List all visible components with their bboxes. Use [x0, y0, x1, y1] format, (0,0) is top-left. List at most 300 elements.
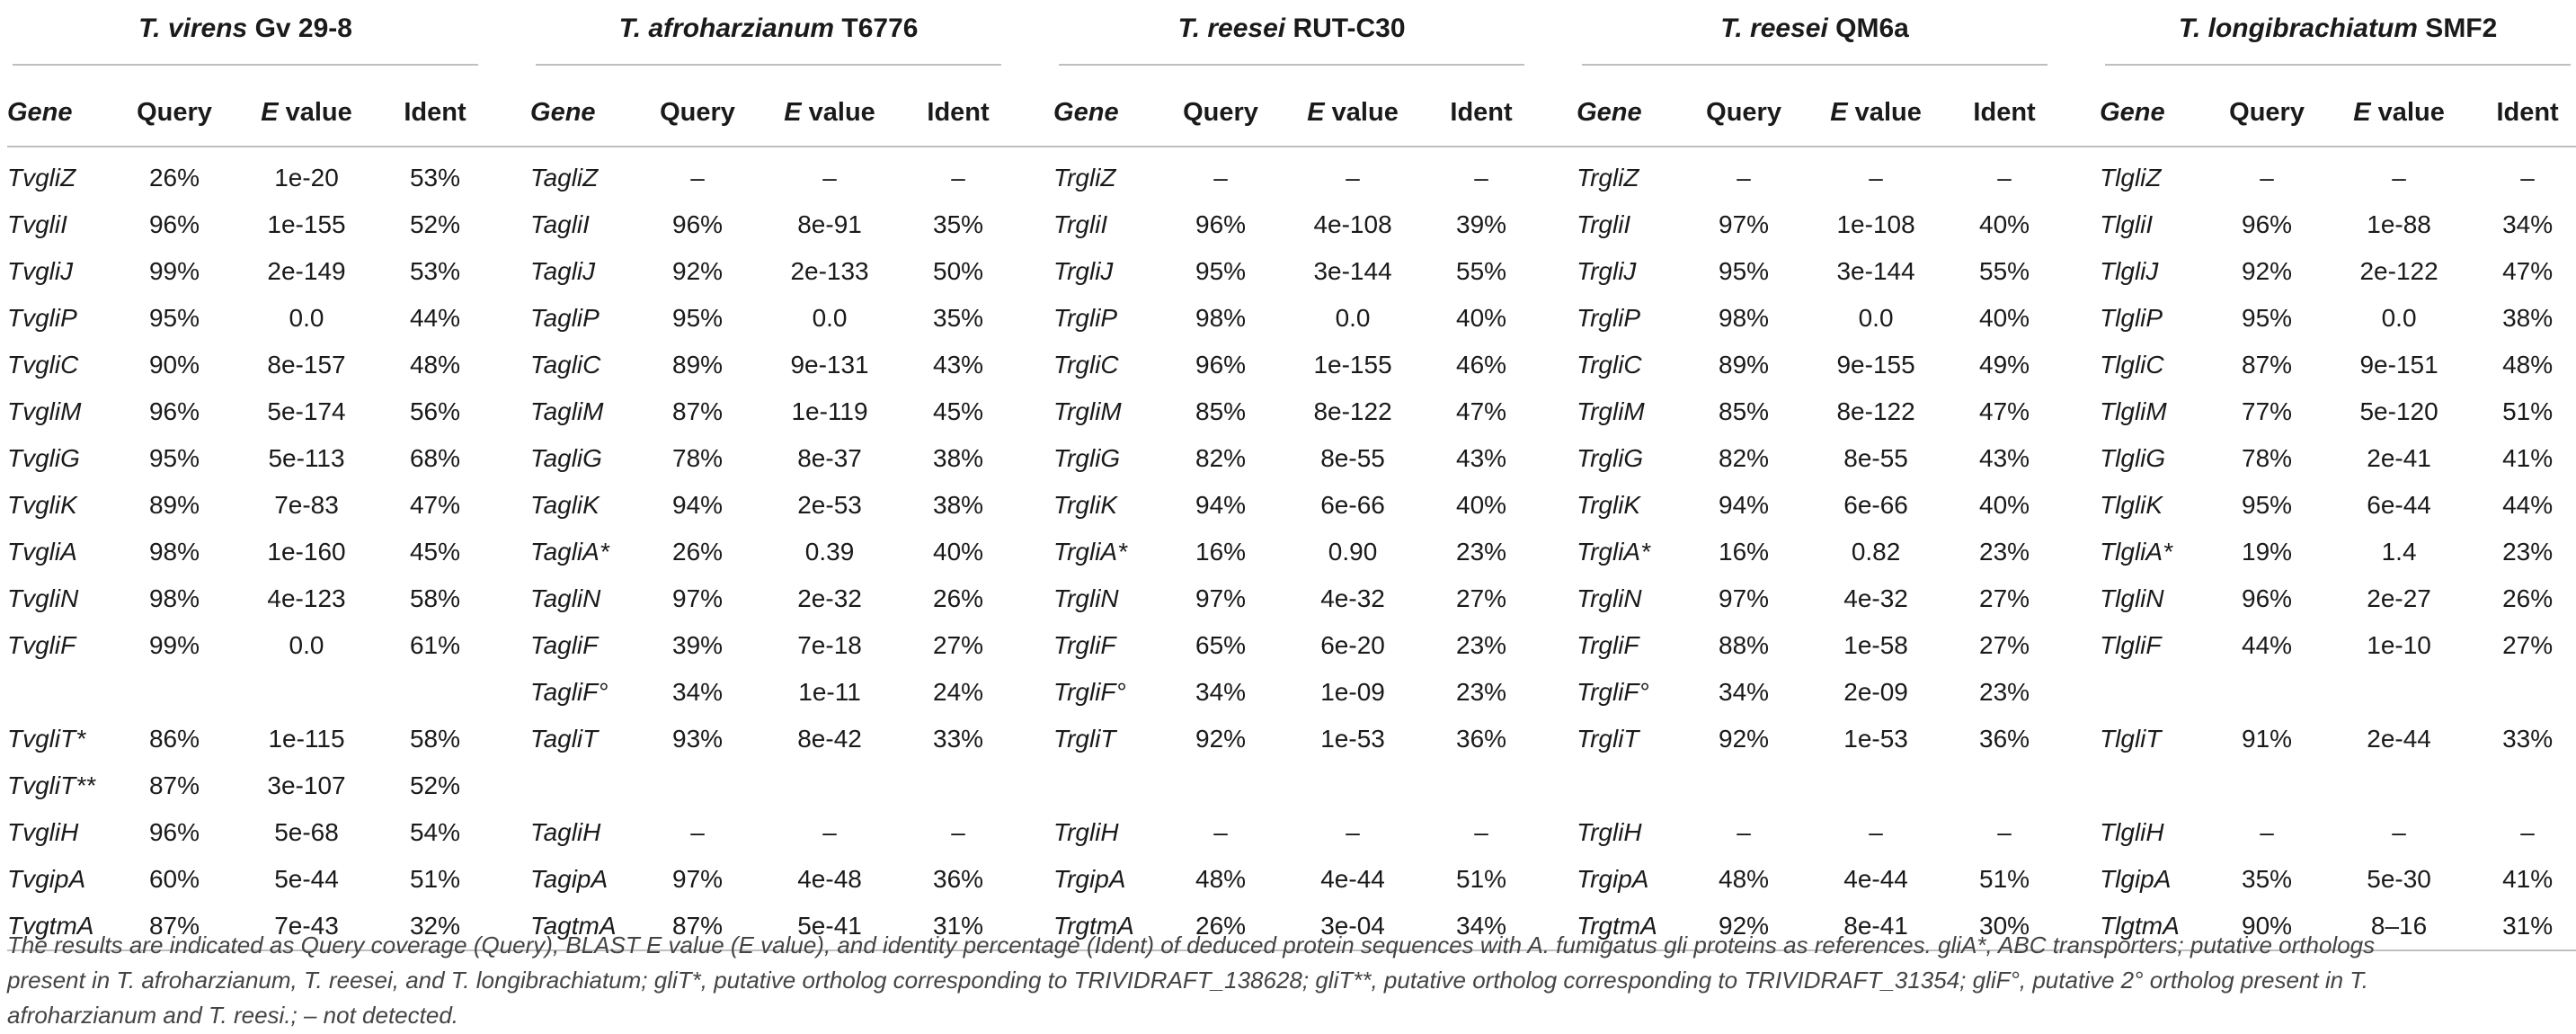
ident-cell: 36% — [933, 865, 984, 893]
query-cell: 99% — [148, 257, 200, 285]
evalue-cell: 1e-88 — [2367, 210, 2431, 238]
column-gap — [1007, 622, 1053, 669]
query-cell — [1168, 762, 1273, 809]
column-header-gene: Gene — [530, 79, 645, 147]
gene-cell: TrgtmA — [1577, 903, 1692, 950]
query-cell: 99% — [148, 631, 200, 659]
gene-cell: TlgliC — [2100, 351, 2164, 379]
column-gap — [484, 147, 530, 201]
query-cell: 94% — [1719, 491, 1770, 519]
gene-cell: TrgliG — [1577, 444, 1644, 472]
query-cell: 96% — [148, 210, 200, 238]
evalue-cell: 4e-32 — [1843, 584, 1908, 612]
gene-cell: TrgliN — [1577, 584, 1642, 612]
evalue-cell: 1e-53 — [1320, 725, 1385, 753]
ident-cell: 41% — [2502, 865, 2554, 893]
gene-cell: TagliF° — [530, 678, 608, 706]
column-gap — [2053, 147, 2100, 201]
ident-cell: 51% — [1979, 865, 2030, 893]
evalue-cell: 4e-123 — [267, 584, 346, 612]
gene-cell: TrgliC — [1053, 351, 1119, 379]
ident-cell: 61% — [409, 631, 461, 659]
ident-cell: 55% — [1979, 257, 2030, 285]
column-gap — [1007, 482, 1053, 529]
ident-cell: 47% — [1979, 397, 2030, 425]
ident-cell: 58% — [409, 584, 461, 612]
table-row — [7, 575, 2576, 622]
query-cell: 60% — [148, 865, 200, 893]
gene-cell — [2100, 669, 2215, 716]
query-cell — [1692, 762, 1796, 809]
evalue-cell: 1e-119 — [791, 397, 868, 425]
gene-cell: TrgliF° — [1053, 678, 1126, 706]
evalue-cell: 0.0 — [812, 304, 848, 332]
query-cell: 82% — [1719, 444, 1770, 472]
ident-cell: 55% — [1456, 257, 1507, 285]
query-cell: 92% — [672, 257, 724, 285]
column-gap — [1007, 762, 1053, 809]
gene-cell: TvgliM — [7, 397, 82, 425]
gene-cell: TlgtmA — [2100, 903, 2215, 950]
query-cell: 82% — [1195, 444, 1247, 472]
column-gap — [1007, 809, 1053, 856]
ident-cell: 54% — [409, 818, 461, 846]
query-cell: – — [2260, 164, 2274, 192]
gene-cell: TlgliN — [2100, 584, 2164, 612]
evalue-cell: 4e-108 — [1313, 210, 1392, 238]
evalue-cell: 3e-04 — [1273, 903, 1433, 950]
evalue-cell: 0.90 — [1328, 538, 1378, 566]
gene-cell: TvgtmA — [7, 903, 122, 950]
ident-cell: 40% — [1456, 304, 1507, 332]
query-cell: 87% — [122, 903, 227, 950]
ident-cell: 50% — [933, 257, 984, 285]
ident-cell: 35% — [933, 210, 984, 238]
query-cell: 94% — [672, 491, 724, 519]
ident-cell: 38% — [933, 444, 984, 472]
evalue-cell — [227, 669, 386, 716]
query-cell: – — [2260, 818, 2274, 846]
gene-cell — [1577, 762, 1692, 809]
query-cell: – — [1213, 164, 1228, 192]
ident-cell: 40% — [1979, 491, 2030, 519]
evalue-cell: 3e-144 — [1836, 257, 1915, 285]
strain-header-longibrachiatum: T. longibrachiatum SMF2 — [2100, 0, 2576, 79]
column-gap — [2053, 622, 2100, 669]
ident-cell: 40% — [1979, 210, 2030, 238]
evalue-cell: 2e-133 — [790, 257, 869, 285]
gene-cell: TrgliI — [1053, 210, 1108, 238]
column-header-ident: Ident — [1433, 79, 1530, 147]
gene-cell: TrgliK — [1577, 491, 1641, 519]
gene-cell: TrgliA* — [1577, 538, 1650, 566]
ident-cell: 68% — [409, 444, 461, 472]
column-header-evalue-e: E — [261, 97, 279, 127]
column-header-ident: Ident — [910, 79, 1007, 147]
column-gap — [484, 201, 530, 248]
query-cell: 65% — [1195, 631, 1247, 659]
query-cell: 92% — [1195, 725, 1247, 753]
ident-cell: 53% — [409, 257, 461, 285]
ident-cell: – — [951, 164, 965, 192]
column-header-gene: Gene — [1053, 79, 1168, 147]
gene-cell: TrgliM — [1577, 397, 1645, 425]
column-gap — [2053, 79, 2100, 147]
column-header-gene: Gene — [1577, 79, 1692, 147]
query-cell: 16% — [1195, 538, 1247, 566]
ident-cell: 27% — [933, 631, 984, 659]
evalue-cell: – — [1346, 164, 1360, 192]
query-cell: 26% — [148, 164, 200, 192]
query-cell: 98% — [1195, 304, 1247, 332]
evalue-cell: 8e-41 — [1796, 903, 1956, 950]
gene-cell — [1053, 762, 1168, 809]
query-cell: 89% — [1719, 351, 1770, 379]
ident-cell: 45% — [409, 538, 461, 566]
table-row — [7, 809, 2576, 856]
query-cell: 78% — [672, 444, 724, 472]
ident-cell: 48% — [2502, 351, 2554, 379]
column-gap — [2053, 529, 2100, 575]
query-cell: 98% — [148, 584, 200, 612]
ident-cell: 47% — [2502, 257, 2554, 285]
ident-cell: 43% — [1456, 444, 1507, 472]
ident-cell: – — [1474, 818, 1488, 846]
evalue-cell: 2e-53 — [797, 491, 862, 519]
column-gap — [1530, 856, 1577, 903]
column-gap — [1007, 388, 1053, 435]
ident-cell: 40% — [1979, 304, 2030, 332]
column-header-gene: Gene — [7, 79, 122, 147]
ident-cell: 27% — [1979, 631, 2030, 659]
column-gap — [1530, 622, 1577, 669]
gene-cell: TrgliC — [1577, 351, 1642, 379]
query-cell: 93% — [672, 725, 724, 753]
query-cell: 95% — [148, 304, 200, 332]
column-gap — [484, 575, 530, 622]
query-cell: 92% — [1719, 725, 1770, 753]
column-header-evalue-rest: value — [1847, 97, 1922, 127]
gene-cell: TvgliN — [7, 584, 79, 612]
gene-cell: TvgliP — [7, 304, 77, 332]
ident-cell: 40% — [933, 538, 984, 566]
gene-cell: TlgliF — [2100, 631, 2162, 659]
column-header-ident: Ident — [2479, 79, 2576, 147]
gene-cell: TrgipA — [1577, 865, 1649, 893]
evalue-cell: 1e-155 — [1313, 351, 1392, 379]
ident-cell: 47% — [409, 491, 461, 519]
evalue-cell: 5e-44 — [274, 865, 339, 893]
ident-cell: 53% — [409, 164, 461, 192]
gene-cell: TrgipA — [1053, 865, 1126, 893]
ident-cell: 23% — [2502, 538, 2554, 566]
ident-cell — [2479, 762, 2576, 809]
evalue-cell: 5e-120 — [2359, 397, 2438, 425]
table-row — [7, 248, 2576, 295]
ident-cell — [910, 762, 1007, 809]
column-header-evalue-e: E — [2353, 97, 2371, 127]
gene-cell — [530, 762, 645, 809]
query-cell: 26% — [1168, 903, 1273, 950]
column-header-query: Query — [645, 79, 750, 147]
ident-cell: 47% — [1456, 397, 1507, 425]
query-cell: 34% — [1195, 678, 1247, 706]
evalue-cell: 1e-155 — [267, 210, 346, 238]
column-header-evalue — [1796, 79, 1956, 147]
column-header-evalue-e: E — [1307, 97, 1325, 127]
ident-cell: 38% — [933, 491, 984, 519]
ident-cell: 44% — [2502, 491, 2554, 519]
query-cell: 48% — [1195, 865, 1247, 893]
column-header-evalue-rest: value — [801, 97, 875, 127]
ident-cell: 33% — [2502, 725, 2554, 753]
column-gap — [484, 388, 530, 435]
column-gap — [2053, 388, 2100, 435]
evalue-cell: 7e-43 — [227, 903, 386, 950]
evalue-cell: 2e-41 — [2367, 444, 2431, 472]
ident-cell: 38% — [2502, 304, 2554, 332]
evalue-cell: 1e-10 — [2367, 631, 2431, 659]
evalue-cell: 8e-55 — [1320, 444, 1385, 472]
evalue-cell — [2319, 669, 2479, 716]
gene-cell: TrgliJ — [1577, 257, 1637, 285]
ident-cell: 51% — [409, 865, 461, 893]
evalue-cell: 1e-115 — [268, 725, 345, 753]
evalue-cell: 1e-09 — [1320, 678, 1385, 706]
strain-header-virens: T. virens Gv 29-8 — [7, 0, 484, 79]
evalue-cell: 2e-44 — [2367, 725, 2431, 753]
query-cell: 97% — [1719, 210, 1770, 238]
evalue-cell: – — [822, 818, 837, 846]
ident-cell: 36% — [1456, 725, 1507, 753]
evalue-cell: 8e-157 — [267, 351, 346, 379]
gene-cell: TrgliI — [1577, 210, 1631, 238]
column-gap — [2053, 342, 2100, 388]
ident-cell: 23% — [1456, 678, 1507, 706]
table-row — [7, 388, 2576, 435]
column-gap — [2053, 669, 2100, 716]
ident-cell: 48% — [409, 351, 461, 379]
column-gap — [484, 669, 530, 716]
evalue-cell: 8e-91 — [797, 210, 862, 238]
evalue-cell: 5e-174 — [267, 397, 346, 425]
column-gap — [1007, 201, 1053, 248]
query-cell: 35% — [2242, 865, 2293, 893]
column-header-evalue-rest: value — [1324, 97, 1399, 127]
evalue-cell: 8e-122 — [1313, 397, 1392, 425]
gene-cell: TagliA* — [530, 538, 609, 566]
table-row — [7, 856, 2576, 903]
query-cell: 95% — [672, 304, 724, 332]
query-cell: 98% — [1719, 304, 1770, 332]
strain-header-afroharzianum: T. afroharzianum T6776 — [530, 0, 1007, 79]
query-cell: – — [690, 818, 705, 846]
evalue-cell: 8–16 — [2319, 903, 2479, 950]
gene-cell: TlgliJ — [2100, 257, 2159, 285]
ident-cell: 58% — [409, 725, 461, 753]
evalue-cell: 6e-66 — [1843, 491, 1908, 519]
ident-cell: 43% — [933, 351, 984, 379]
column-gap — [484, 809, 530, 856]
blast-results-table — [7, 0, 2576, 951]
column-gap — [2053, 201, 2100, 248]
evalue-cell: – — [1869, 164, 1883, 192]
query-cell: – — [1213, 818, 1228, 846]
evalue-cell — [750, 762, 910, 809]
column-gap — [2053, 809, 2100, 856]
column-gap — [1007, 529, 1053, 575]
query-cell — [122, 669, 227, 716]
ident-cell: 52% — [409, 771, 461, 799]
evalue-cell: 2e-09 — [1843, 678, 1908, 706]
ident-cell: 51% — [1456, 865, 1507, 893]
evalue-cell: 9e-155 — [1836, 351, 1915, 379]
gene-cell: TlgliP — [2100, 304, 2163, 332]
query-cell: 97% — [672, 584, 724, 612]
query-cell: 39% — [672, 631, 724, 659]
gene-cell: TvgliC — [7, 351, 79, 379]
ident-cell: 34% — [2502, 210, 2554, 238]
query-cell: 97% — [1719, 584, 1770, 612]
table-row — [7, 716, 2576, 762]
evalue-cell: 8e-122 — [1836, 397, 1915, 425]
evalue-cell: 5e-68 — [274, 818, 339, 846]
query-cell: 97% — [1195, 584, 1247, 612]
table-row — [7, 529, 2576, 575]
gene-cell: TrgtmA — [1053, 903, 1168, 950]
gene-cell: TagtmA — [530, 903, 645, 950]
gene-cell: TrgliJ — [1053, 257, 1114, 285]
query-cell: 96% — [2242, 210, 2293, 238]
gene-cell: TrgliN — [1053, 584, 1119, 612]
evalue-cell: 5e-113 — [268, 444, 345, 472]
ident-cell: 41% — [2502, 444, 2554, 472]
ident-cell: – — [1997, 818, 2012, 846]
query-cell: 90% — [148, 351, 200, 379]
query-cell: 77% — [2242, 397, 2293, 425]
ident-cell: 23% — [1979, 538, 2030, 566]
query-cell: 92% — [1692, 903, 1796, 950]
evalue-cell — [2319, 762, 2479, 809]
query-cell: 78% — [2242, 444, 2293, 472]
query-cell: – — [1737, 164, 1751, 192]
evalue-cell: 1e-11 — [798, 678, 861, 706]
ident-cell — [1433, 762, 1530, 809]
gene-cell: TagipA — [530, 865, 608, 893]
query-cell: 85% — [1195, 397, 1247, 425]
gene-cell: TlgliH — [2100, 818, 2164, 846]
gene-cell: TvgipA — [7, 865, 86, 893]
evalue-cell: 9e-131 — [790, 351, 869, 379]
query-cell: 34% — [672, 678, 724, 706]
ident-cell: – — [1474, 164, 1488, 192]
column-header-evalue-e: E — [784, 97, 802, 127]
gene-cell: TagliT — [530, 725, 599, 753]
evalue-cell: 9e-151 — [2359, 351, 2438, 379]
table-row — [7, 435, 2576, 482]
gene-cell: TvgliT* — [7, 725, 86, 753]
column-gap — [1530, 482, 1577, 529]
column-gap — [1007, 79, 1053, 147]
evalue-cell: 1e-53 — [1843, 725, 1908, 753]
gene-cell: TvgliG — [7, 444, 80, 472]
query-cell: 88% — [1719, 631, 1770, 659]
ident-cell: 46% — [1456, 351, 1507, 379]
column-gap — [1530, 575, 1577, 622]
column-gap — [1007, 669, 1053, 716]
column-gap — [1530, 529, 1577, 575]
column-gap — [1530, 716, 1577, 762]
column-gap — [484, 482, 530, 529]
gene-cell: TrgliT — [1577, 725, 1639, 753]
ident-cell: 36% — [1979, 725, 2030, 753]
table-container — [7, 0, 2559, 951]
column-gap — [484, 435, 530, 482]
strain-header-reesei-qm6a: T. reesei QM6a — [1577, 0, 2053, 79]
ident-cell: 27% — [1979, 584, 2030, 612]
query-cell: 86% — [148, 725, 200, 753]
column-header-evalue — [750, 79, 910, 147]
column-gap — [2053, 435, 2100, 482]
table-row — [7, 482, 2576, 529]
query-cell: 95% — [1195, 257, 1247, 285]
evalue-cell: 6e-44 — [2367, 491, 2431, 519]
gene-cell: TagliI — [530, 210, 590, 238]
ident-cell — [386, 669, 484, 716]
column-gap — [484, 342, 530, 388]
column-header-gene: Gene — [2100, 79, 2215, 147]
column-gap — [484, 622, 530, 669]
ident-cell: 51% — [2502, 397, 2554, 425]
ident-cell: – — [1997, 164, 2012, 192]
gene-cell: TvgliA — [7, 538, 77, 566]
query-cell: 87% — [645, 903, 750, 950]
query-cell: 95% — [2242, 304, 2293, 332]
ident-cell: 35% — [933, 304, 984, 332]
gene-cell: TvgliT** — [7, 771, 96, 799]
ident-cell: – — [2520, 818, 2535, 846]
column-header-query: Query — [2215, 79, 2319, 147]
gene-cell: TagliP — [530, 304, 600, 332]
column-gap — [1530, 388, 1577, 435]
evalue-cell: 7e-83 — [274, 491, 339, 519]
column-header-row — [7, 79, 2576, 147]
gene-cell: TrgliZ — [1053, 164, 1116, 192]
evalue-cell: 6e-20 — [1320, 631, 1385, 659]
evalue-cell: 5e-41 — [750, 903, 910, 950]
gene-cell: TrgliG — [1053, 444, 1121, 472]
evalue-cell: 4e-44 — [1320, 865, 1385, 893]
ident-cell: 27% — [1456, 584, 1507, 612]
query-cell: 97% — [672, 865, 724, 893]
column-gap — [484, 295, 530, 342]
column-header-evalue — [227, 79, 386, 147]
strain-header-row — [7, 0, 2576, 79]
ident-cell: 26% — [933, 584, 984, 612]
evalue-cell: 2e-122 — [2359, 257, 2438, 285]
ident-cell: 32% — [386, 903, 484, 950]
gene-cell — [7, 669, 122, 716]
table-row — [7, 342, 2576, 388]
column-gap — [1530, 147, 1577, 201]
ident-cell: 23% — [1456, 538, 1507, 566]
ident-cell — [1956, 762, 2053, 809]
column-header-ident: Ident — [386, 79, 484, 147]
ident-cell: 23% — [1456, 631, 1507, 659]
ident-cell: 39% — [1456, 210, 1507, 238]
column-gap — [2053, 762, 2100, 809]
gene-cell: TrgliF° — [1577, 678, 1649, 706]
